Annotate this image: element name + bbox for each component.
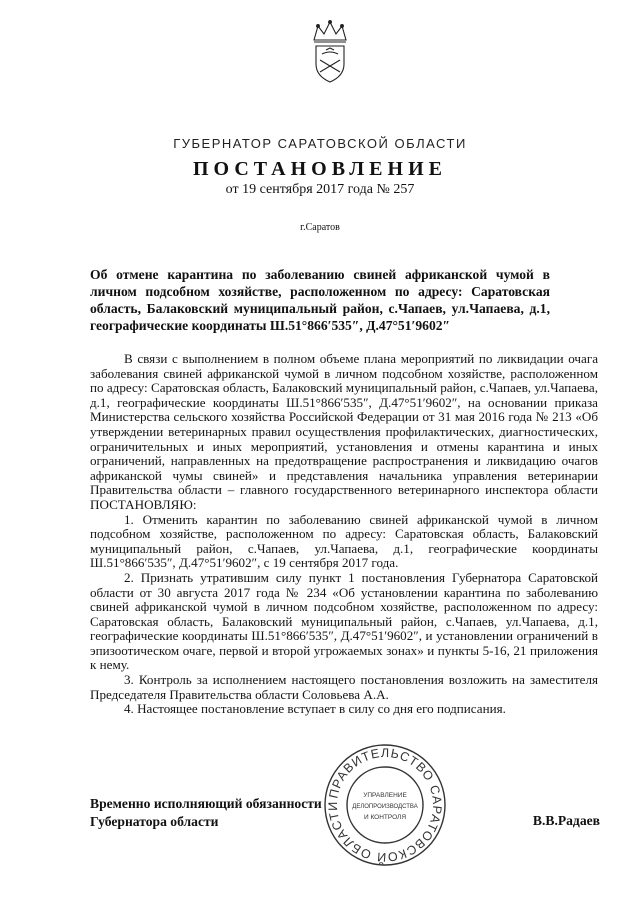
coat-of-arms-emblem xyxy=(300,20,360,84)
issuing-authority: ГУБЕРНАТОР САРАТОВСКОЙ ОБЛАСТИ xyxy=(173,136,467,151)
stamp-center-line-3: И КОНТРОЛЯ xyxy=(363,814,407,821)
body-item-4: 4. Настоящее постановление вступает в силу со дня его подписания. xyxy=(124,701,506,717)
document-city: г.Саратов xyxy=(300,222,340,233)
body-item-2: 2. Признать утратившим силу пункт 1 постановления Губернатора Саратовской области от 30 августа 2017 года № 234 «Об установлении карантина по заболеванию свиней африканской чумой в личном подсобном хозяйстве, расположенном по адресу: Саратовская область, Балаковский муниципальный район, с.Чапаев, ул.Чапаева, д.1, географические координаты Ш.51°866′535″, Д.47°51′9602″, и установлении ограничений в эпизоотическом очаге, первой и второй угрожаемых зонах» и пункты 5-16, 21 приложения к нему. xyxy=(90,569,598,673)
stamp-center-line-2: ДЕЛОПРОИЗВОДСТВА xyxy=(352,804,418,810)
signatory-position-line-1: Временно исполняющий обязанности xyxy=(90,796,322,811)
stamp-center-line-1: УПРАВЛЕНИЕ xyxy=(363,792,407,799)
signatory-name: В.В.Радаев xyxy=(532,813,600,828)
signatory-position xyxy=(90,795,322,831)
body-preamble: В связи с выполнением в полном объеме плана мероприятий по ликвидации очага заболевания свиней африканской чумой в личном подсобном хозяйстве, расположенном по адресу: Саратовская область, Балаковский муниципальный район, с.Чапаев, ул.Чапаева, д.1, географические координаты Ш.51°866′535″, Д.47°51′9602″, на основании приказа Министерства сельского хозяйства Российской Федерации от 31 мая 2016 года № 213 «Об утверждении ветеринарных правил осуществления профилактических, диагностических, ограничительных и иных мероприятий, установления и отмены карантина и иных ограничений, направленных на предотвращение распространения и ликвидацию очагов африканской чумы свиней» и представления начальника управления ветеринарии Правительства области – главного государственного ветеринарного инспектора области ПОСТАНОВЛЯЮ: xyxy=(90,351,598,512)
signatory-position-line-2: Губернатора области xyxy=(90,814,219,829)
official-stamp xyxy=(322,742,448,868)
body-item-1: 1. Отменить карантин по заболеванию свиней африканской чумой в личном подсобном хозяйстве, расположенном по адресу: Саратовская область, Балаковский муниципальный район, с.Чапаев, ул.Чапаева, д.1, географические координаты Ш.51°866′535″, Д.47°51′9602″, с 19 сентября 2017 года. xyxy=(90,511,598,571)
document-type-title: ПОСТАНОВЛЕНИЕ xyxy=(193,158,447,180)
stamp-ring-text: ПРАВИТЕЛЬСТВО САРАТОВСКОЙ ОБЛАСТИ xyxy=(325,745,445,865)
document-body xyxy=(90,352,598,717)
document-subject: Об отмене карантина по заболеванию свиней африканской чумой в личном подсобном хозяйстве, расположенном по адресу: Саратовская область, Балаковский муниципальный район, с.Чапаев, ул.Чапаева, д.1, географические координаты Ш.51°866′535″, Д.47°51′9602″ xyxy=(90,267,550,333)
document-date-number: от 19 сентября 2017 года № 257 xyxy=(225,182,415,197)
body-item-3: 3. Контроль за исполнением настоящего постановления возложить на заместителя Председателя Правительства области Соловьева А.А. xyxy=(90,672,598,702)
